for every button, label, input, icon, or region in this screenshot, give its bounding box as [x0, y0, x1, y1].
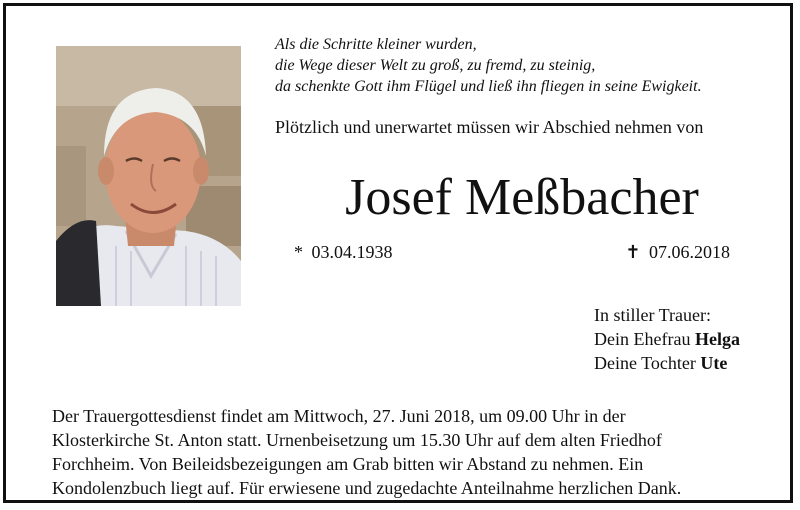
mourner-name: Ute	[700, 353, 728, 373]
birth-star-icon: *	[294, 242, 303, 262]
death-date-value: 07.06.2018	[649, 242, 730, 262]
mourner-line	[594, 351, 740, 375]
service-line: Der Trauergottesdienst findet am Mittwoch, 27. Juni 2018, um 09.00 Uhr in der	[52, 406, 626, 426]
mourners-heading: In stiller Trauer:	[594, 305, 711, 325]
mourner-line	[594, 327, 740, 351]
mourners-block	[594, 303, 740, 375]
birth-date-value: 03.04.1938	[311, 242, 393, 262]
poem	[275, 34, 775, 97]
intro-text: Plötzlich und unerwartet müssen wir Abschied nehmen von	[275, 117, 704, 137]
poem-line: Als die Schritte kleiner wurden,	[275, 36, 477, 53]
service-info	[52, 404, 772, 500]
poem-line: die Wege dieser Welt zu groß, zu fremd, zu steinig,	[275, 57, 596, 74]
mourner-name: Helga	[694, 329, 740, 349]
death-cross-icon: ✝	[625, 242, 641, 262]
death-date	[625, 240, 730, 264]
poem-line: da schenkte Gott ihm Flügel und ließ ihn fliegen in seine Ewigkeit.	[275, 78, 702, 95]
service-line: Klosterkirche St. Anton statt. Urnenbeisetzung um 15.30 Uhr auf dem alten Friedhof	[52, 430, 662, 450]
birth-date	[294, 240, 393, 264]
service-line: Forchheim. Von Beileidsbezeigungen am Grab bitten wir Abstand zu nehmen. Ein	[52, 454, 644, 474]
service-line: Kondolenzbuch liegt auf. Für erwiesene und zugedachte Anteilnahme herzlichen Dank.	[52, 478, 682, 498]
portrait-photo	[56, 46, 241, 306]
obituary-frame	[3, 3, 793, 503]
mourner-relation: Deine Tochter	[594, 353, 701, 373]
mourner-relation: Dein Ehefrau	[594, 329, 695, 349]
deceased-name: Josef Meßbacher	[345, 169, 699, 226]
